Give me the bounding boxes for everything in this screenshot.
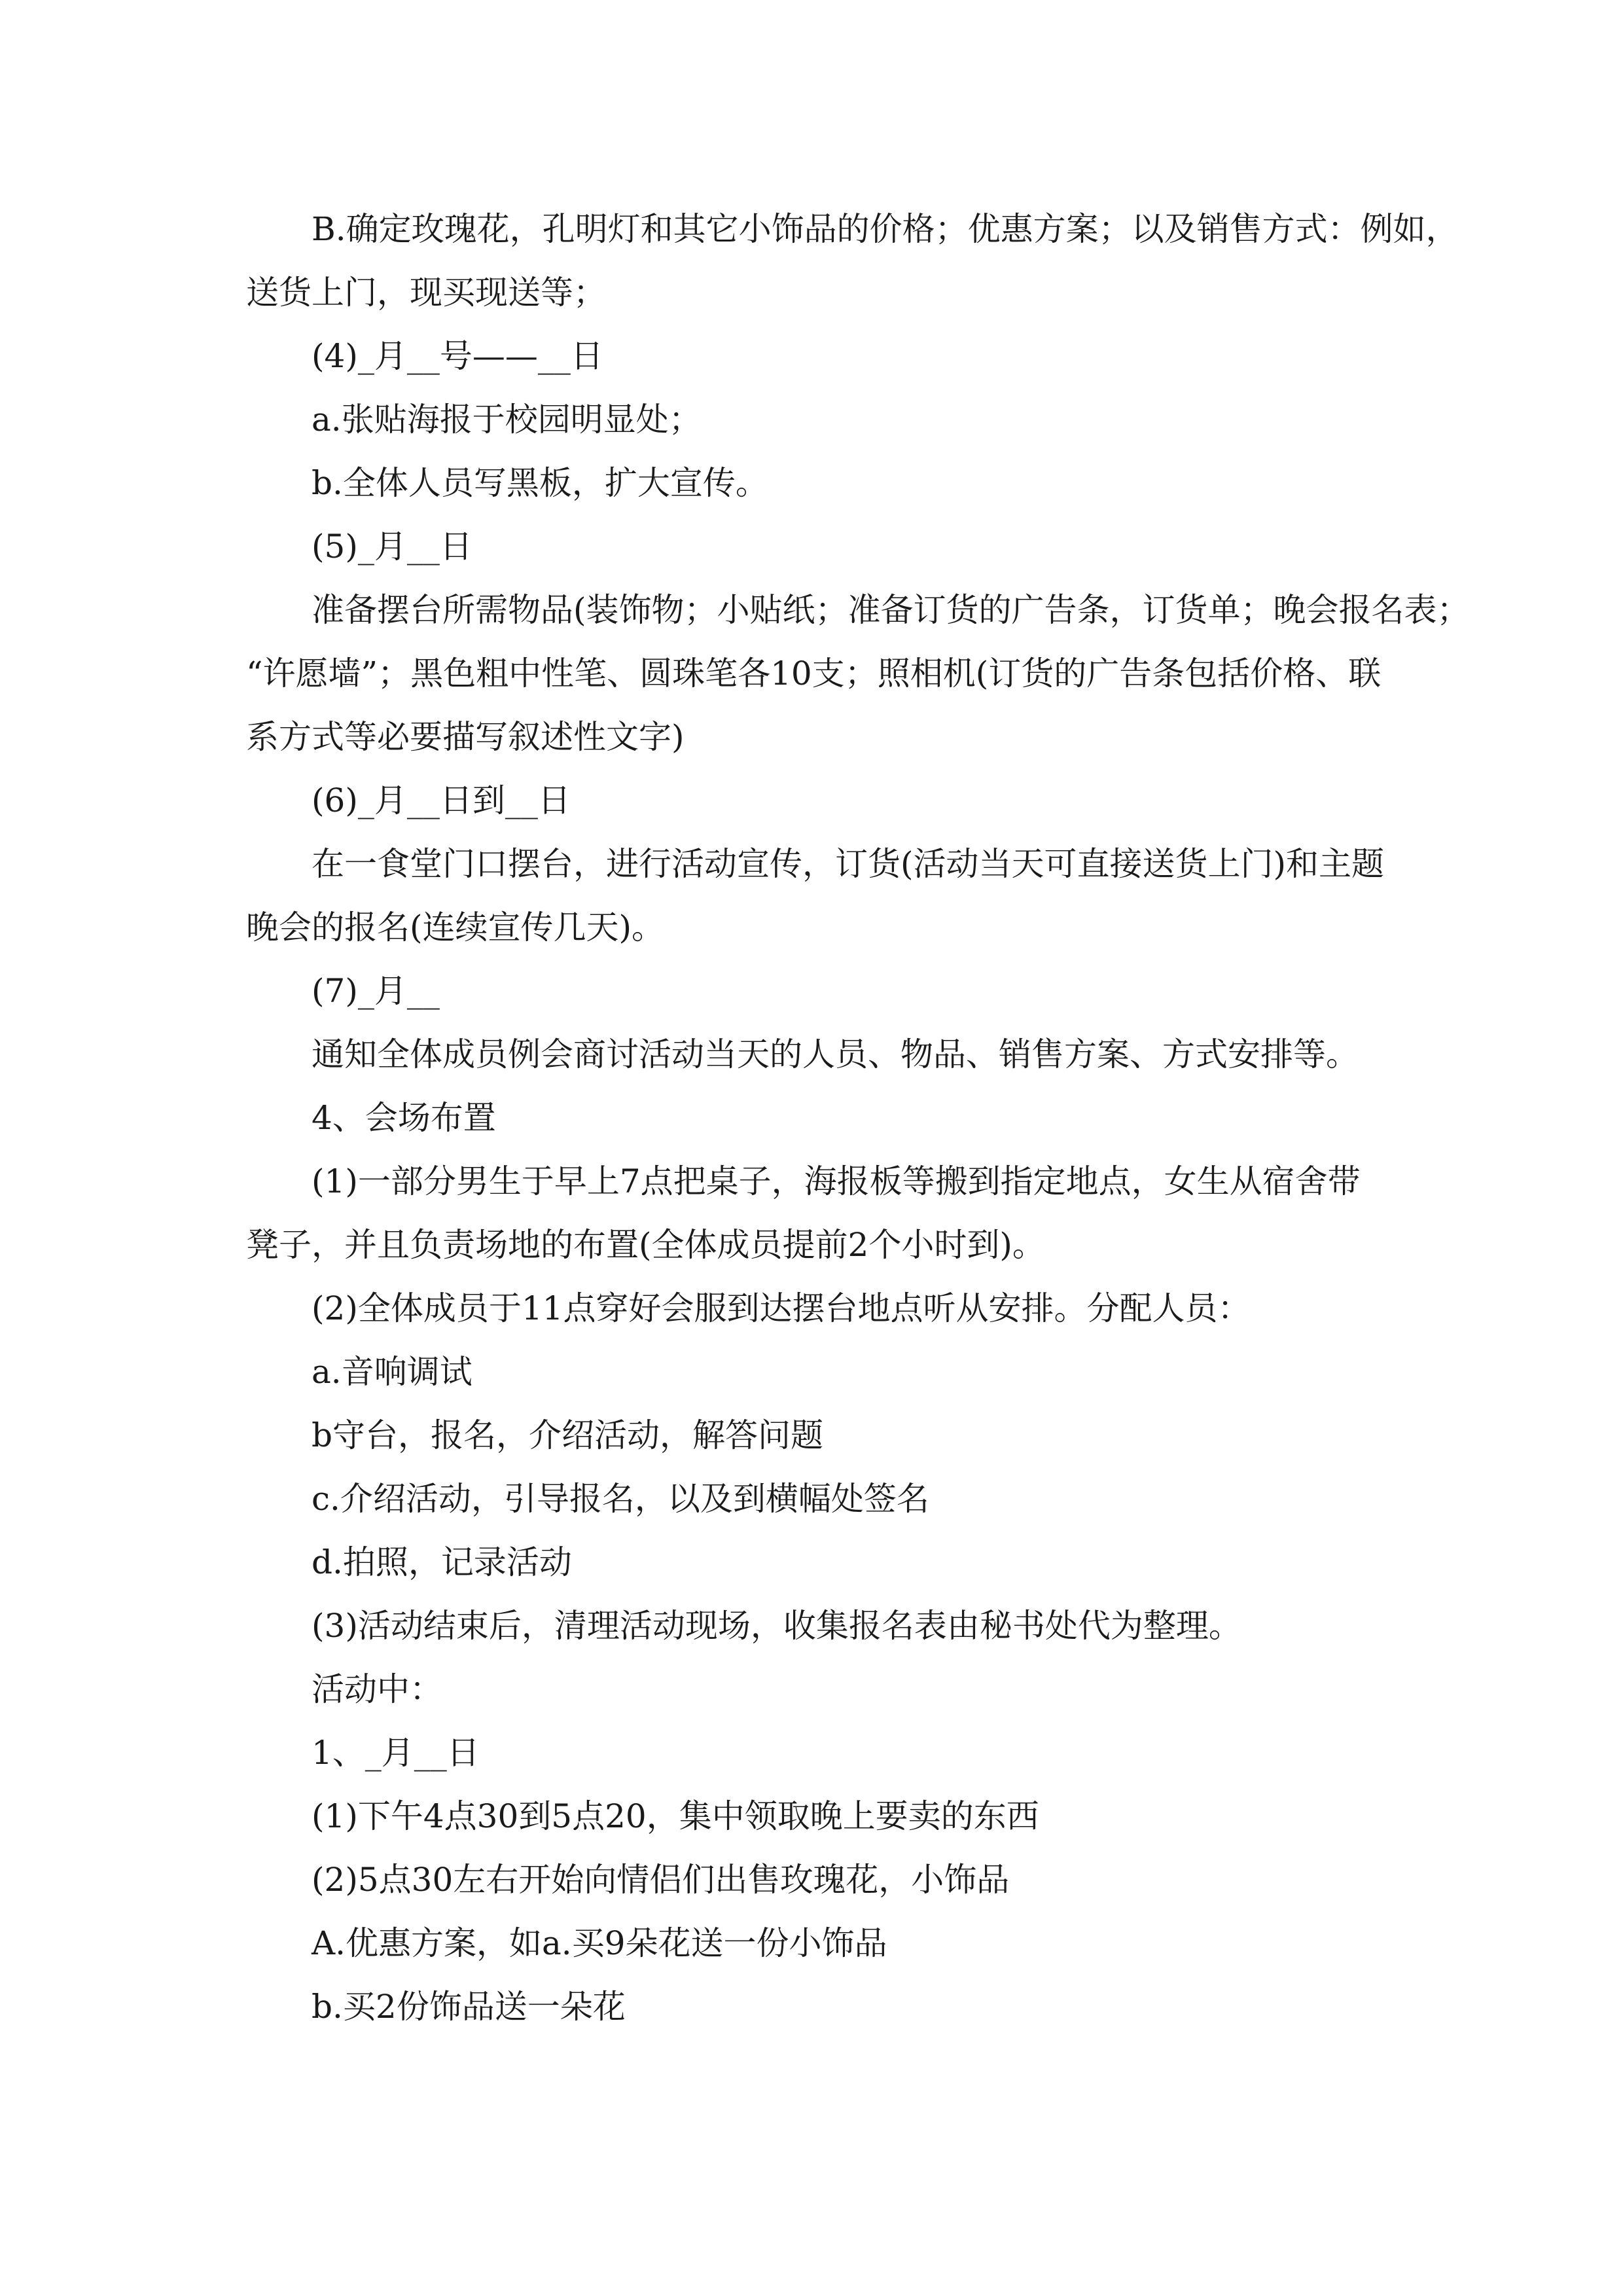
list-item: d.拍照，记录活动 bbox=[312, 1543, 572, 1581]
paragraph-line: 在一食堂门口摆台，进行活动宣传，订货(活动当天可直接送货上门)和主题 bbox=[312, 845, 1385, 883]
paragraph-line: 通知全体成员例会商讨活动当天的人员、物品、销售方案、方式安排等。 bbox=[312, 1035, 1359, 1073]
list-item: c.介绍活动，引导报名，以及到横幅处签名 bbox=[312, 1480, 929, 1518]
paragraph-line: B.确定玫瑰花，孔明灯和其它小饰品的价格；优惠方案；以及销售方式：例如， bbox=[312, 210, 1459, 248]
paragraph-line: 凳子，并且负责场地的布置(全体成员提前2个小时到)。 bbox=[246, 1226, 1045, 1264]
paragraph-line: 晚会的报名(连续宣传几天)。 bbox=[246, 908, 665, 946]
section-heading: 1、_月__日 bbox=[312, 1734, 480, 1772]
paragraph-line: (2)5点30左右开始向情侣们出售玫瑰花，小饰品 bbox=[312, 1861, 1010, 1899]
list-item: b.买2份饰品送一朵花 bbox=[312, 1988, 626, 2026]
section-heading: (7)_月__ bbox=[312, 972, 440, 1010]
paragraph-line: (3)活动结束后，清理活动现场，收集报名表由秘书处代为整理。 bbox=[312, 1607, 1241, 1645]
list-item: a.音响调试 bbox=[312, 1353, 473, 1391]
paragraph-line: 系方式等必要描写叙述性文字) bbox=[246, 718, 685, 756]
document-body bbox=[246, 198, 1470, 2039]
paragraph-line: 送货上门，现买现送等； bbox=[246, 274, 606, 312]
section-heading: (5)_月__日 bbox=[312, 528, 473, 565]
list-item: b守台，报名，介绍活动，解答问题 bbox=[312, 1416, 824, 1454]
paragraph-line: “许愿墙”；黑色粗中性笔、圆珠笔各10支；照相机(订货的广告条包括价格、联 bbox=[246, 655, 1382, 692]
paragraph-line: (2)全体成员于11点穿好会服到达摆台地点听从安排。分配人员： bbox=[312, 1289, 1251, 1327]
paragraph-line: 准备摆台所需物品(装饰物；小贴纸；准备订货的广告条，订货单；晚会报名表； bbox=[312, 591, 1470, 629]
list-item: b.全体人员写黑板，扩大宣传。 bbox=[312, 464, 768, 502]
section-heading: (4)_月__号——__日 bbox=[312, 337, 603, 375]
paragraph-line: (1)下午4点30到5点20，集中领取晚上要卖的东西 bbox=[312, 1797, 1039, 1835]
paragraph-line: (1)一部分男生于早上7点把桌子，海报板等搬到指定地点，女生从宿舍带 bbox=[312, 1162, 1361, 1200]
section-heading: (6)_月__日到__日 bbox=[312, 781, 571, 819]
section-heading: 4、会场布置 bbox=[312, 1099, 496, 1137]
section-heading: 活动中： bbox=[312, 1670, 442, 1708]
list-item: a.张贴海报于校园明显处； bbox=[312, 401, 702, 439]
list-item: A.优惠方案，如a.买9朵花送一份小饰品 bbox=[312, 1924, 887, 1962]
